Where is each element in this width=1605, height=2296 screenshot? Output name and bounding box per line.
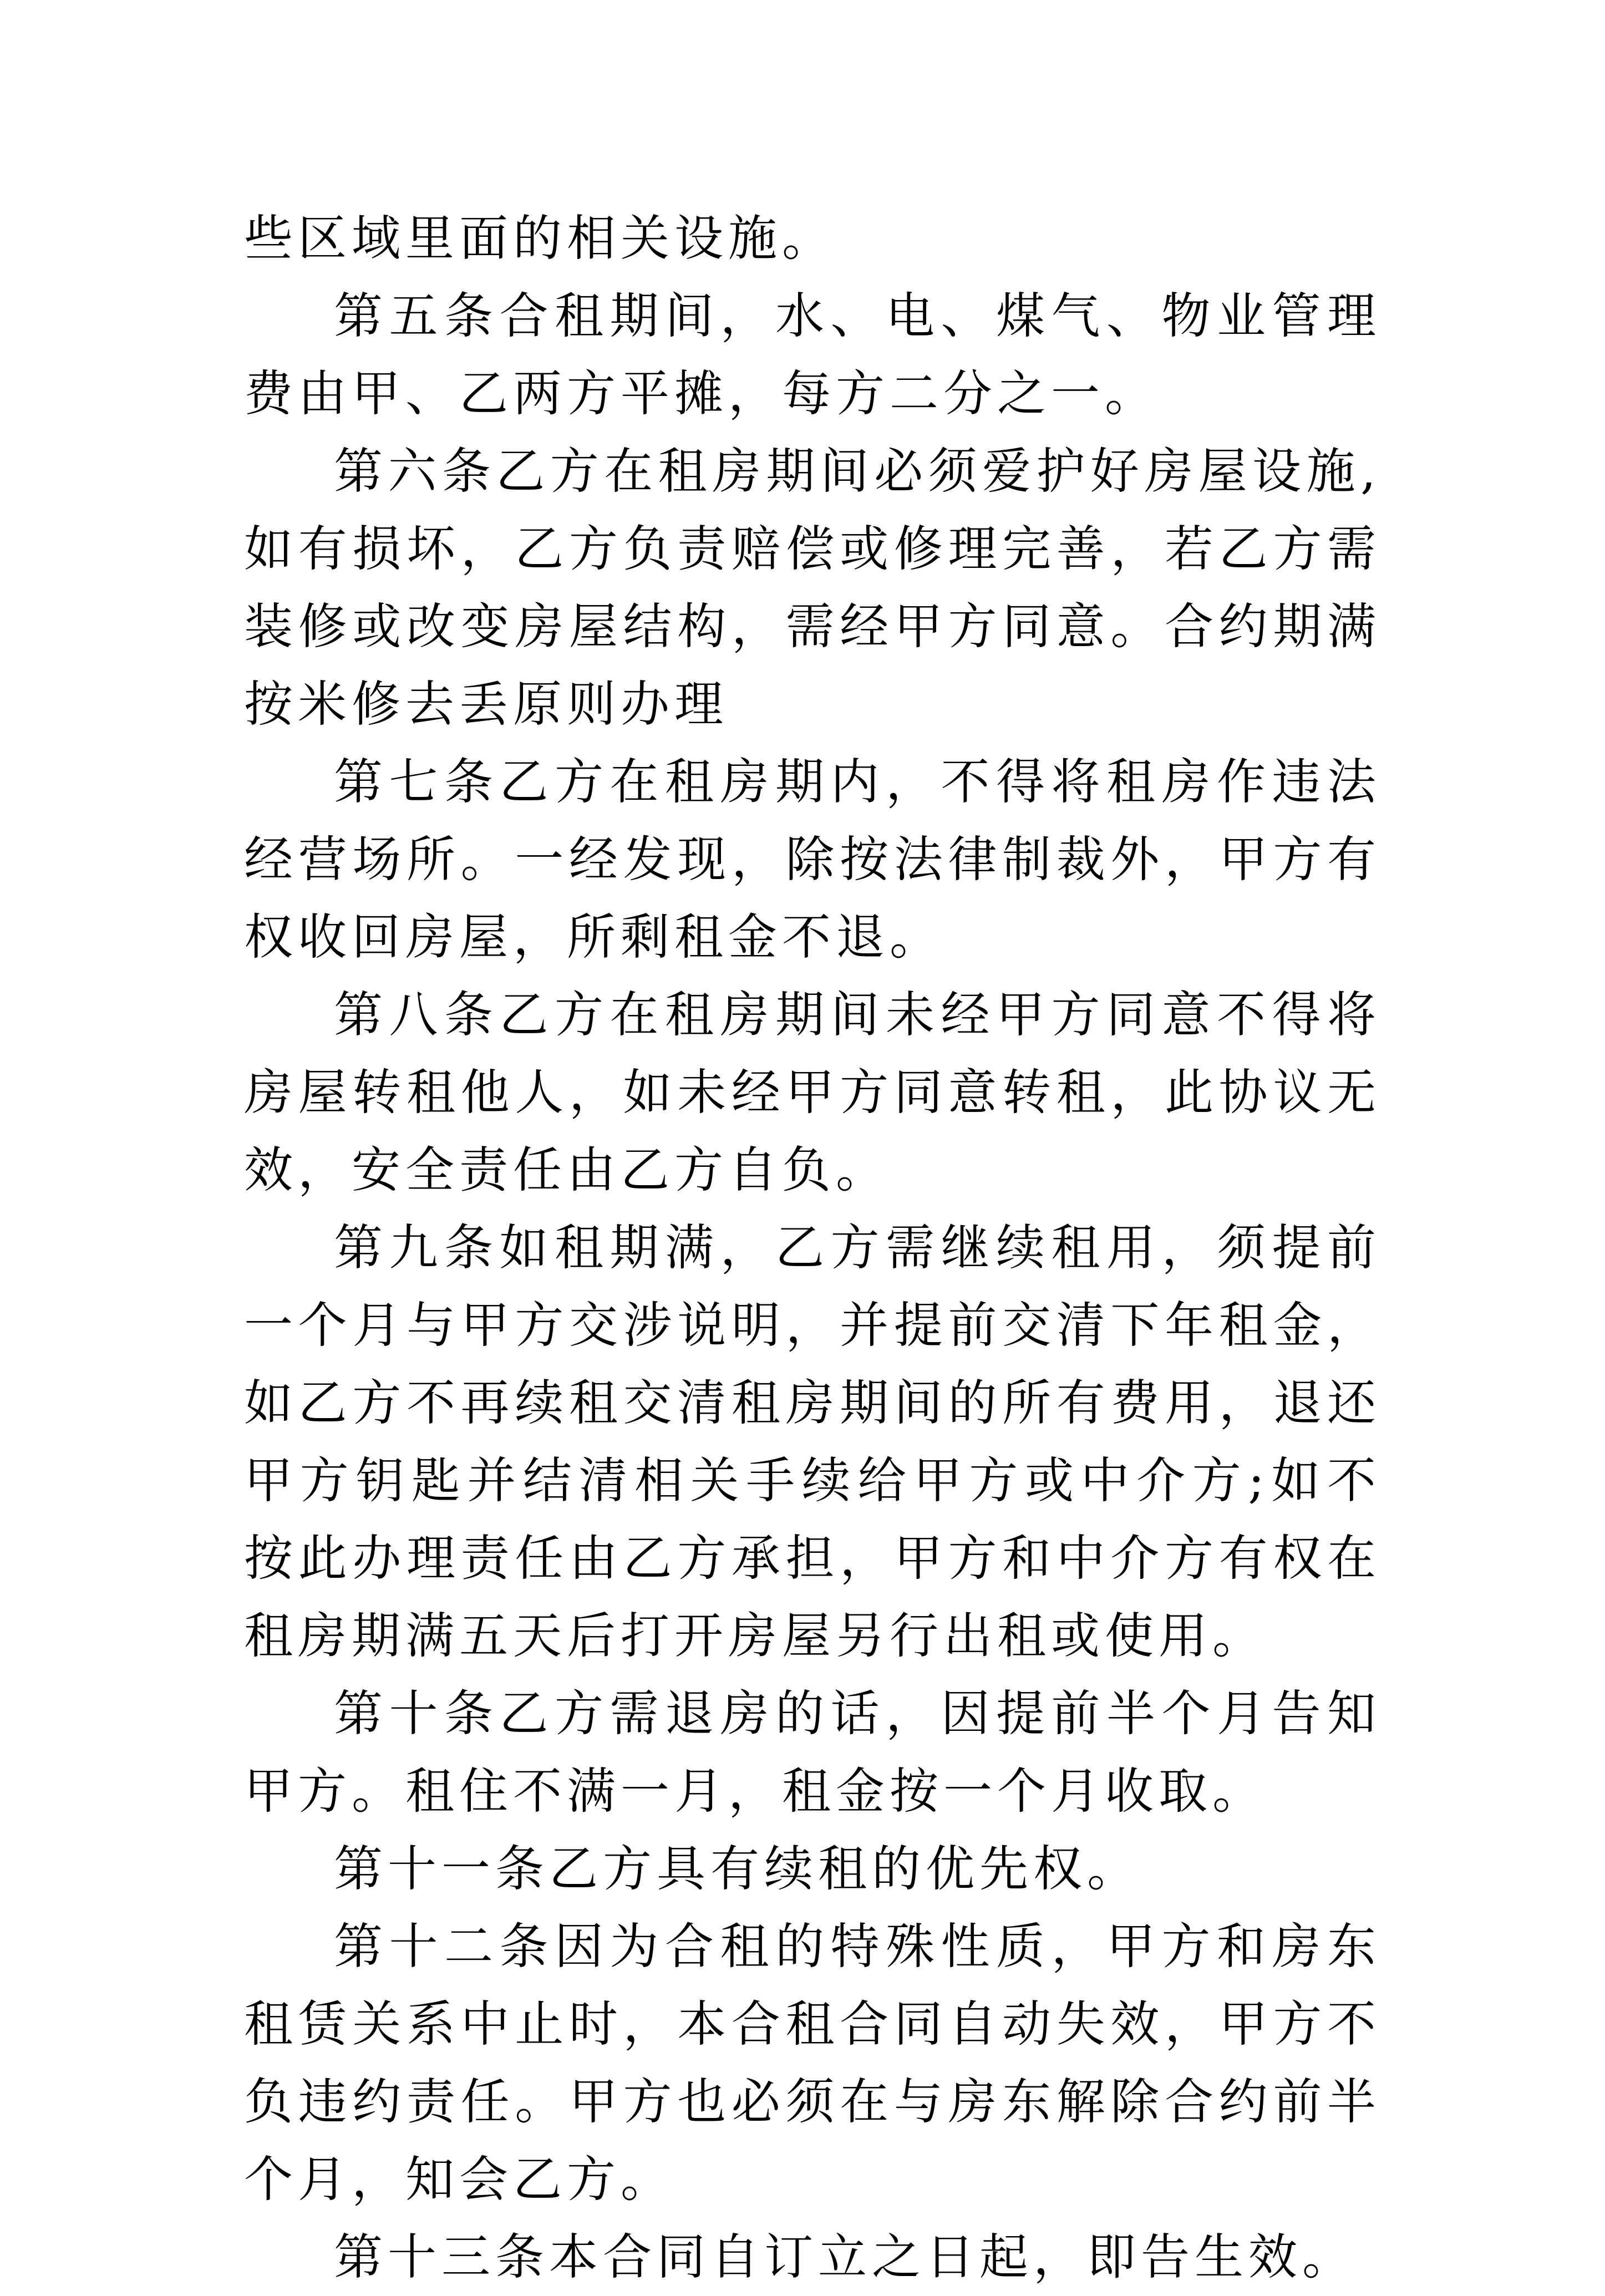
paragraph-article-11: 第十一条乙方具有续租的优先权。	[334, 1840, 1141, 1897]
paragraph-article-10: 第十条乙方需退房的话，因提前半个月告知甲方。租住不满一月，租金按一个月收取。	[244, 1685, 1381, 1820]
paragraph-continuation: 些区域里面的相关设施。	[244, 210, 836, 267]
paragraph-article-12: 第十二条因为合租的特殊性质，甲方和房东租赁关系中止时，本合租合同自动失效，甲方不负违约责任。甲方也必须在与房东解除合约前半个月，知会乙方。	[244, 1918, 1381, 2208]
paragraph-article-5: 第五条合租期间，水、电、煤气、物业管理费由甲、乙两方平摊，每方二分之一。	[244, 287, 1381, 422]
contract-body	[244, 200, 1381, 2296]
paragraph-article-8: 第八条乙方在租房期间未经甲方同意不得将房屋转租他人，如未经甲方同意转租，此协议无效，安全责任由乙方自负。	[244, 986, 1381, 1198]
paragraph-article-7: 第七条乙方在租房期内，不得将租房作违法经营场所。一经发现，除按法律制裁外，甲方有权收回房屋，所剩租金不退。	[244, 753, 1381, 966]
paragraph-article-9: 第九条如租期满，乙方需继续租用，须提前一个月与甲方交涉说明，并提前交清下年租金，如乙方不再续租交清租房期间的所有费用，退还甲方钥匙并结清相关手续给甲方或中介方;如不按此办理责任由乙方承担，甲方和中介方有权在租房期满五天后打开房屋另行出租或使用。	[244, 1219, 1381, 1664]
paragraph-article-6: 第六条乙方在租房期间必须爱护好房屋设施,如有损坏，乙方负责赔偿或修理完善，若乙方需装修或改变房屋结构，需经甲方同意。合约期满按米修去丢原则办理	[244, 443, 1381, 733]
paragraph-article-13: 第十三条本合同自订立之日起，即告生效。	[334, 2228, 1357, 2285]
